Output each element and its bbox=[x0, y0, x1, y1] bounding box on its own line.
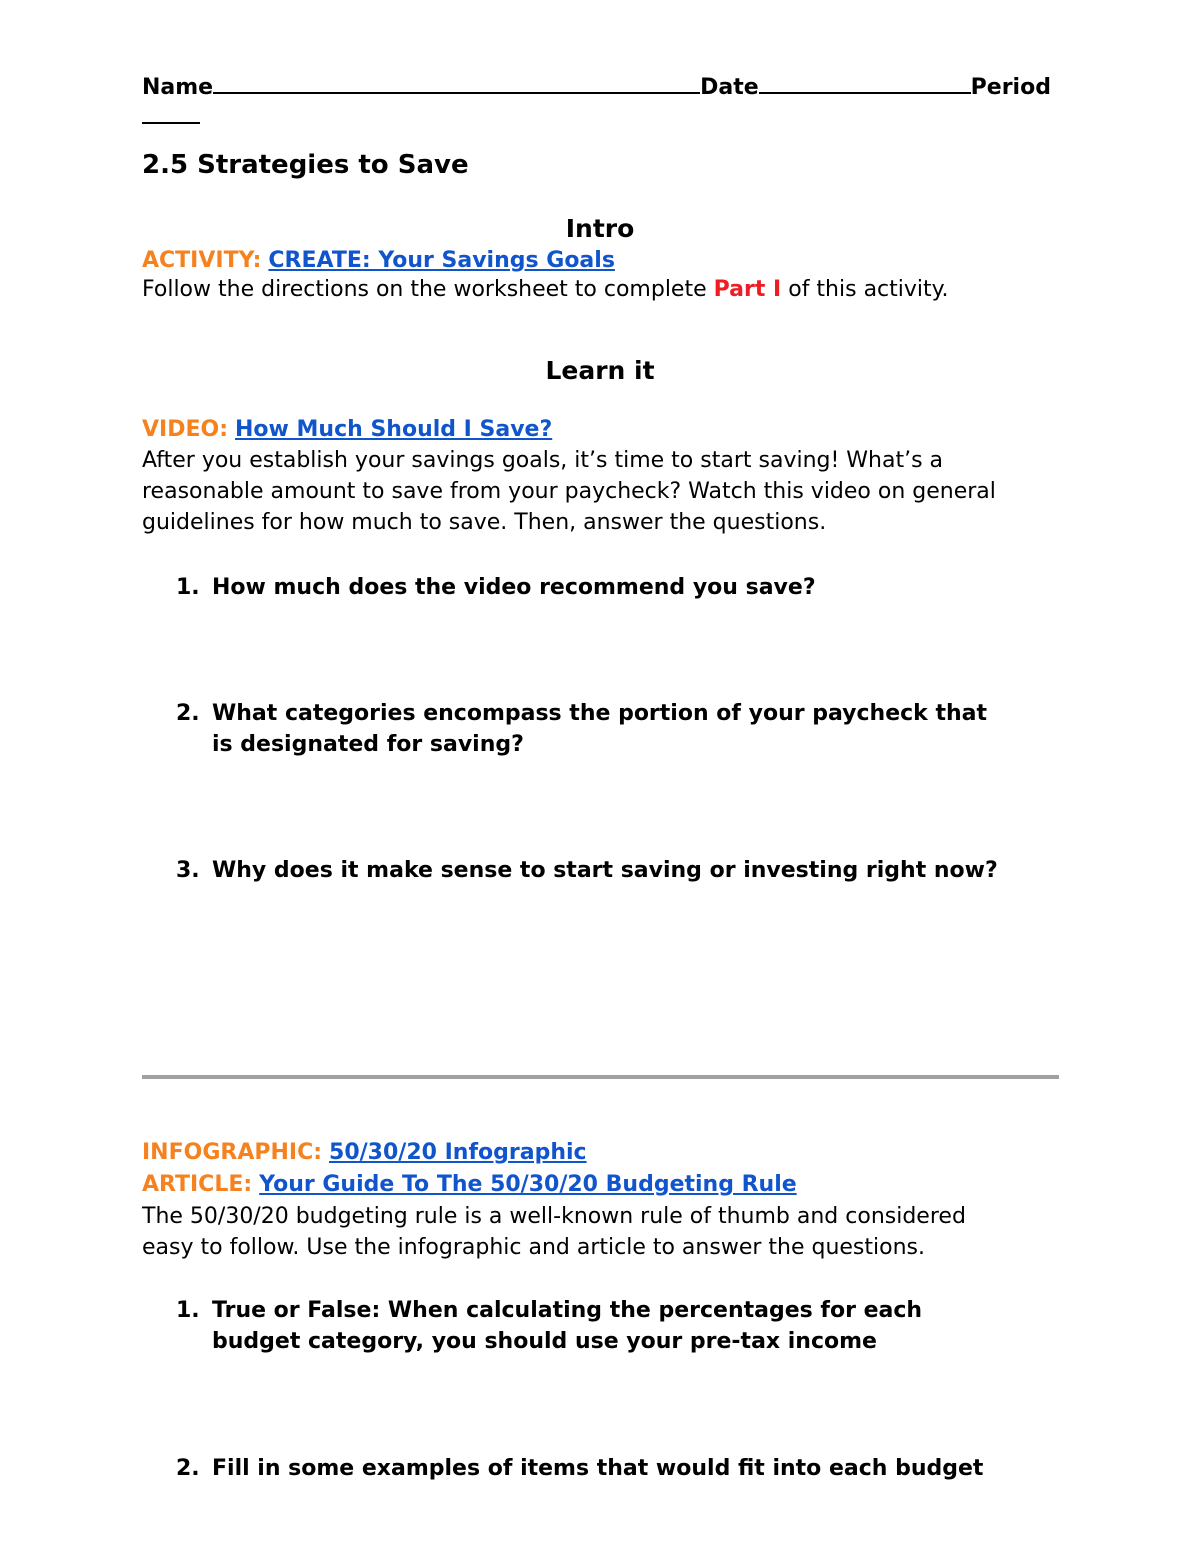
paragraph-line: After you establish your savings goals, it’s time to start saving! What’s a bbox=[142, 448, 944, 473]
article-label: ARTICLE: bbox=[142, 1172, 253, 1197]
infographic-link[interactable]: 50/30/20 Infographic bbox=[329, 1140, 587, 1165]
question-2 bbox=[176, 698, 1096, 760]
section-divider bbox=[142, 1075, 1059, 1079]
name-label: Name bbox=[142, 75, 214, 100]
period-field[interactable] bbox=[142, 122, 200, 124]
video-row bbox=[142, 414, 552, 445]
infographic-row bbox=[142, 1137, 587, 1168]
question-text: is designated for saving? bbox=[212, 732, 524, 757]
question-text: What categories encompass the portion of your paycheck that bbox=[212, 701, 987, 726]
intro-instruction bbox=[142, 274, 949, 305]
question-3 bbox=[176, 855, 1096, 886]
question-text: How much does the video recommend you save? bbox=[212, 575, 816, 600]
question-1 bbox=[176, 572, 1096, 603]
question-text: True or False: When calculating the percentages for each bbox=[212, 1298, 923, 1323]
activity-label: ACTIVITY: bbox=[142, 248, 262, 273]
budget-question-1 bbox=[176, 1295, 1096, 1357]
instruction-post: of this activity. bbox=[788, 277, 949, 302]
question-number: 2. bbox=[176, 701, 200, 726]
paragraph-line: guidelines for how much to save. Then, answer the questions. bbox=[142, 510, 827, 535]
paragraph-line: The 50/30/20 budgeting rule is a well-known rule of thumb and considered bbox=[142, 1204, 966, 1229]
article-link[interactable]: Your Guide To The 50/30/20 Budgeting Rule bbox=[259, 1172, 797, 1197]
article-row bbox=[142, 1169, 797, 1200]
question-text: Why does it make sense to start saving or investing right now? bbox=[212, 858, 998, 883]
question-number: 1. bbox=[176, 1298, 200, 1323]
date-field[interactable] bbox=[759, 70, 971, 94]
question-number: 1. bbox=[176, 575, 200, 600]
learn-heading: Learn it bbox=[545, 356, 655, 385]
date-label: Date bbox=[700, 75, 759, 100]
video-label: VIDEO: bbox=[142, 417, 229, 442]
budget-question-2 bbox=[176, 1453, 1096, 1484]
page-title: 2.5 Strategies to Save bbox=[142, 150, 469, 180]
activity-link[interactable]: CREATE: Your Savings Goals bbox=[268, 248, 615, 273]
learn-paragraph bbox=[142, 445, 996, 538]
period-label: Period bbox=[970, 75, 1051, 100]
activity-row bbox=[142, 245, 615, 276]
video-link[interactable]: How Much Should I Save? bbox=[235, 417, 553, 442]
budget-paragraph bbox=[142, 1201, 966, 1263]
question-text: budget category, you should use your pre-tax income bbox=[212, 1329, 877, 1354]
intro-heading: Intro bbox=[565, 214, 635, 243]
instruction-pre: Follow the directions on the worksheet to complete bbox=[142, 277, 707, 302]
question-text: Fill in some examples of items that would fit into each budget bbox=[212, 1456, 984, 1481]
question-number: 2. bbox=[176, 1456, 200, 1481]
instruction-part: Part I bbox=[713, 277, 782, 302]
infographic-label: INFOGRAPHIC: bbox=[142, 1140, 323, 1165]
name-field[interactable] bbox=[213, 70, 700, 94]
question-number: 3. bbox=[176, 858, 200, 883]
paragraph-line: easy to follow. Use the infographic and article to answer the questions. bbox=[142, 1235, 925, 1260]
paragraph-line: reasonable amount to save from your paycheck? Watch this video on general bbox=[142, 479, 996, 504]
header-fields bbox=[142, 70, 1062, 100]
